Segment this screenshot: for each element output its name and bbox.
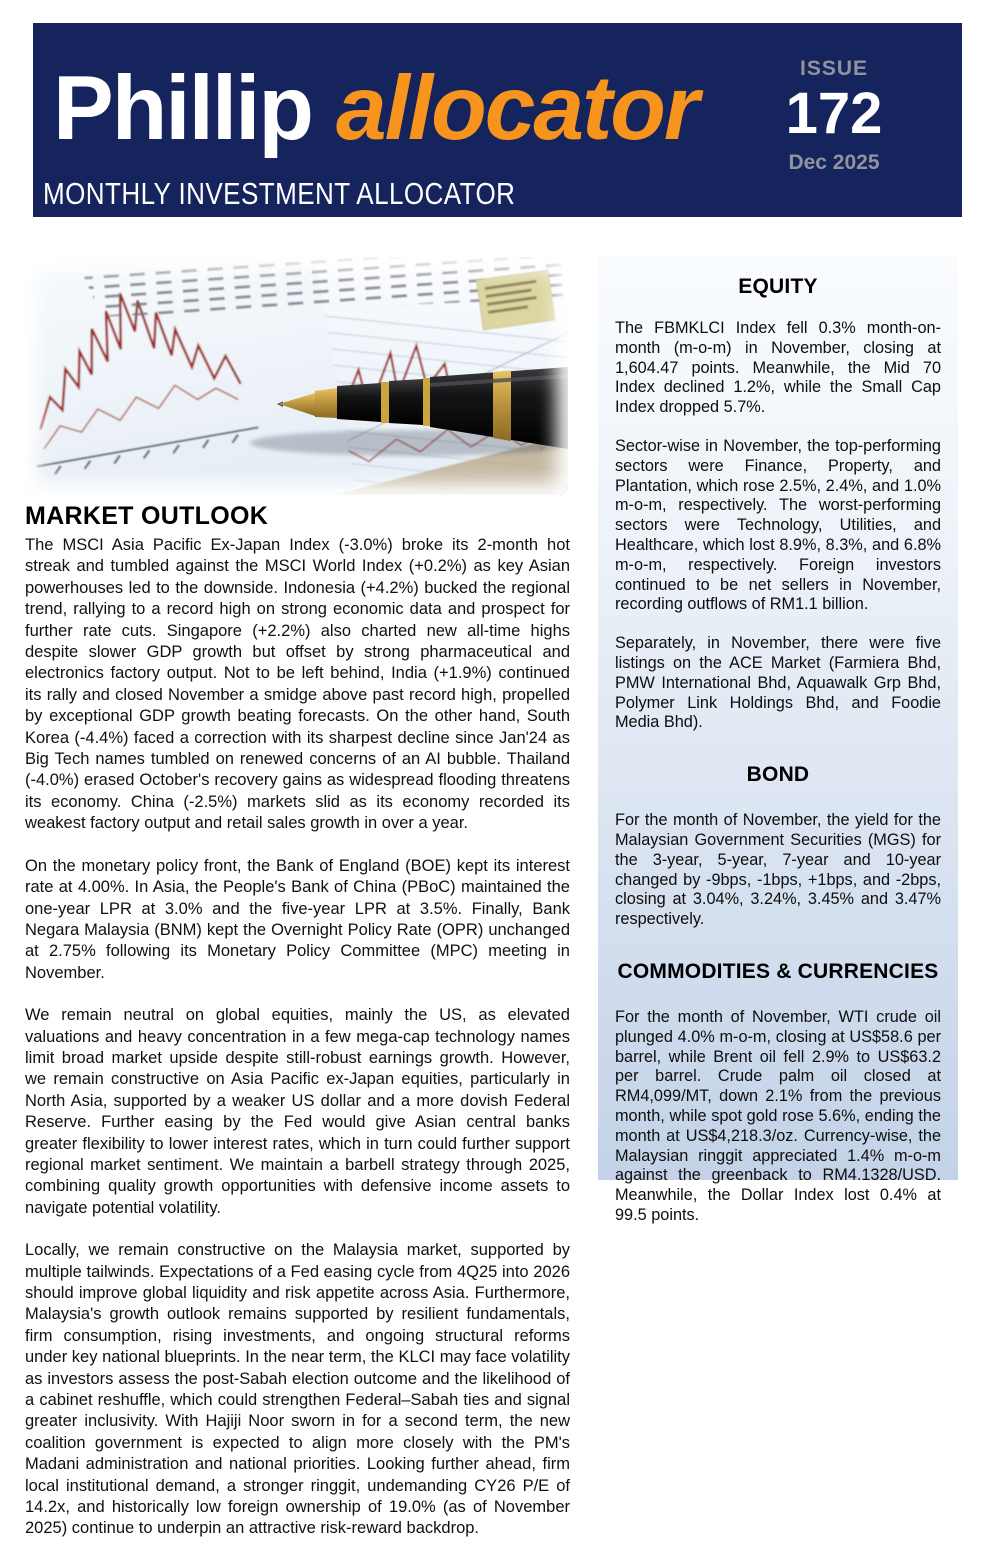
equity-paragraph: The FBMKLCI Index fell 0.3% month-on-month (m-o-m) in November, closing at 1,604.47 points. Meanwhile, the Mid 70 Index declined 1.2%, while the Small Cap Index dropped 5.7%. [615, 319, 941, 417]
market-outlook-title: MARKET OUTLOOK [25, 502, 269, 530]
market-outlook-paragraph: We remain neutral on global equities, mainly the US, as elevated valuations and heavy concentration in a few mega-cap technology names limit broad market upside despite still-robust earnings growth. However, we remain constructive on Asia Pacific ex-Japan equities, particularly in North Asia, supported by a weaker US dollar and a more dovish Federal Reserve. Further easing by the Fed would give Asian central banks greater flexibility to lower interest rates, which in turn could further support regional market sentiment. We maintain a barbell strategy through 2025, combining quality growth opportunities with defensive income assets to navigate potential volatility. [25, 1006, 570, 1217]
market-outlook-paragraph: The MSCI Asia Pacific Ex-Japan Index (-3.0%) broke its 2-month hot streak and tumbled against the MSCI World Index (+0.2%) as key Asian powerhouses led to the downside. Indonesia (+4.2%) bucked the regional trend, rallying to a record high on strong economic data and prospect for further rate cuts. Singapore (+2.2%) also charted new all-time highs despite slower GDP growth but offset by strong pharmaceutical and electronics factory output. Not to be left behind, India (+1.9%) continued its rally and closed November a smidge above past record high, propelled by exceptional GDP growth beating forecasts. On the other hand, South Korea (-4.4%) faced a correction with its sharpest decline since Jan'24 as Big Tech names tumbled on renewed concerns of an AI bubble. Thailand (-4.0%) erased October's recovery gains as widespread flooding threatens its economy. China (-2.5%) markets slid as its economy recorded its weakest factory output and retail sales growth in over a year. [25, 536, 570, 833]
issue-block [764, 57, 904, 175]
issue-number: 172 [785, 81, 883, 146]
issue-label: ISSUE [799, 57, 869, 80]
brand-second-word: allocator [336, 58, 698, 159]
masthead [33, 23, 962, 217]
market-outlook-paragraph: Locally, we remain constructive on the Malaysia market, supported by multiple tailwinds. Expectations of a Fed easing cycle from 4Q25 into 2026 should improve global liquidity and risk appetite across Asia. Furthermore, Malaysia's growth outlook remains supported by resilient fundamentals, firm consumption, rising investments, and ongoing structural reforms under key national blueprints. In the near term, the KLCI may face volatility as investors assess the post-Sabah election outcome and the likelihood of a cabinet reshuffle, which could strengthen Federal–Sabah ties and signal greater inclusivity. With Hajiji Noor sworn in for a second term, the new coalition government is expected to align more closely with the PM's Madani administration and national priorities. Looking further ahead, firm local institutional demand, a stronger ringgit, undemanding CY26 P/E of 14.2x, and historically low foreign ownership of 19.0% (as of November 2025) continue to underpin an attractive risk-reward backdrop. [25, 1241, 570, 1538]
masthead-subtitle: MONTHLY INVESTMENT ALLOCATOR [43, 176, 516, 211]
charts-pen-photo [25, 257, 568, 495]
market-outlook-paragraph: On the monetary policy front, the Bank of England (BOE) kept its interest rate at 4.00%. In Asia, the People's Bank of China (PBoC) maintained the one-year LPR at 3.0% and the five-year LPR at 3.5%. Finally, Bank Negara Malaysia (BNM) kept the Overnight Policy Rate (OPR) unchanged at 2.75% following its Monetary Policy Committee (MPC) meeting in November. [25, 856, 570, 982]
issue-date: Dec 2025 [788, 150, 880, 174]
bond-paragraph: For the month of November, the yield for the Malaysian Government Securities (MGS) for the 3-year, 5-year, 7-year and 10-year changed by -9bps, -1bps, +1bps, and -2bps, closing at 3.04%, 3.24%, 3.45% and 3.47% respectively. [615, 811, 941, 929]
charts-pen-illustration [25, 257, 568, 495]
equity-paragraph: Sector-wise in November, the top-performing sectors were Finance, Property, and Plantation, which rose 2.5%, 2.4%, and 1.0% m-o-m, respectively. The worst-performing sectors were Technology, Utilities, and Healthcare, which lost 8.9%, 8.3%, and 6.8% m-o-m, respectively. Foreign investors continued to be net sellers in November, recording outflows of RM1.1 billion. [615, 436, 941, 614]
brand-first-word: Phillip [53, 58, 312, 159]
commodities-paragraph: For the month of November, WTI crude oil plunged 4.0% m-o-m, closing at US$58.6 per barrel, while Brent oil fell 2.9% to US$63.2 per barrel. Crude palm oil closed at RM4,099/MT, down 2.1% from the previous month, while spot gold rose 5.6%, ending the month at US$4,218.3/oz. Currency-wise, the Malaysian ringgit appreciated 1.4% m-o-m against the greenback to RM4.1328/USD. Meanwhile, the Dollar Index lost 0.4% at 99.5 points. [615, 1007, 941, 1224]
equity-paragraph: Separately, in November, there were five listings on the ACE Market (Farmiera Bhd, PMW International Bhd, Aquawalk Grp Bhd, Polymer Link Holdings Bhd, and Foodie Media Bhd). [615, 634, 941, 732]
brand-logo [53, 58, 698, 159]
equity-title: EQUITY [738, 275, 818, 298]
sticky-note [477, 270, 555, 330]
market-outlook-section [25, 502, 570, 1561]
bond-title: BOND [746, 763, 810, 787]
commodities-title: COMMODITIES & CURRENCIES [617, 959, 939, 983]
sidebar-panel [598, 255, 958, 1224]
